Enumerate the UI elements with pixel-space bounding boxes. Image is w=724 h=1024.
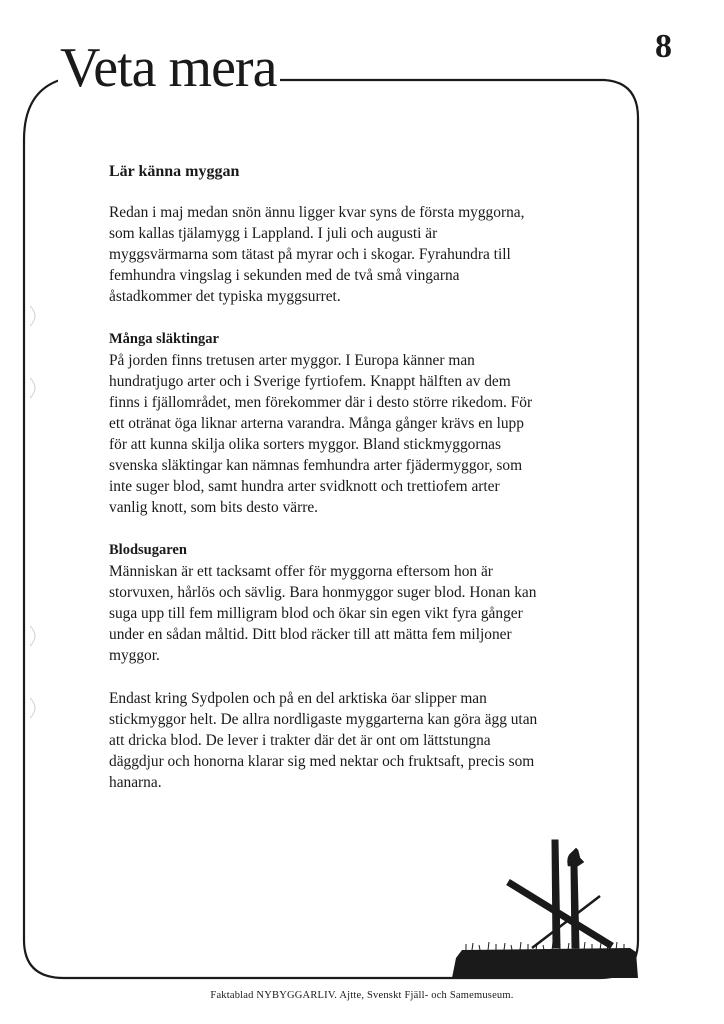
footer-credit: Faktablad NYBYGGARLIV. Ajtte, Svenskt Fjäll- och Samemuseum. [210,990,514,1001]
article [109,162,539,793]
section-body-bloodsucker: Människan är ett tacksamt offer för myggorna eftersom hon är storvuxen, hårlös och sävlig. Bara honmyggor suger blod. Honan kan suga upp till fem milligram blod och ökar sin egen vikt fyra gånger under en sådan måltid. Ditt blod räcker till att mätta fem miljoner myggor. [109,563,537,664]
fence-post-with-bird-icon [508,840,612,948]
intro-paragraph: Redan i maj medan snön ännu ligger kvar syns de första myggorna, som kallas tjälamygg i Lappland. I juli och augusti är myggsvärmarna som tätast på myrar och i skogar. Fyrahundra till femhundra vingslag i sekunden med de två små vingarna åstadkommer det typiska myggsurret. [109,204,525,305]
section-heading-bloodsucker: Blodsugaren [109,542,187,558]
binder-holes [30,306,35,718]
page-number: 8 [655,28,672,65]
section-heading-relatives: Många släktingar [109,331,219,347]
ground-patch [452,948,638,978]
section-body-relatives: På jorden finns tretusen arter myggor. I Europa känner man hundratjugo arter och i Sverige fyrtiofem. Knappt hälften av dem finns i fjällområdet, men förekommer där i desto större rikedom. För ett otränat öga liknar arterna varandra. Många gånger krävs en lupp för att kunna skilja olika sorters myggor. Bland stickmyggornas svenska släktingar kan nämnas femhundra arter fjädermyggor, som inte suger blod, samt hundra arter svidknott och trettiofem arter vanlig knott, som bits desto värre. [109,352,533,516]
grass [466,942,624,950]
closing-paragraph: Endast kring Sydpolen och på en del arktiska öar slipper man stickmyggor helt. De allra nordligaste myggarterna kan göra ägg utan att dricka blod. De lever i trakter där det är ont om lättstungna däggdjur och honorna klarar sig med nektar och fruktsaft, precis som hanarna. [109,690,538,791]
page-title: Veta mera [58,40,280,96]
article-heading: Lär känna myggan [109,163,240,180]
